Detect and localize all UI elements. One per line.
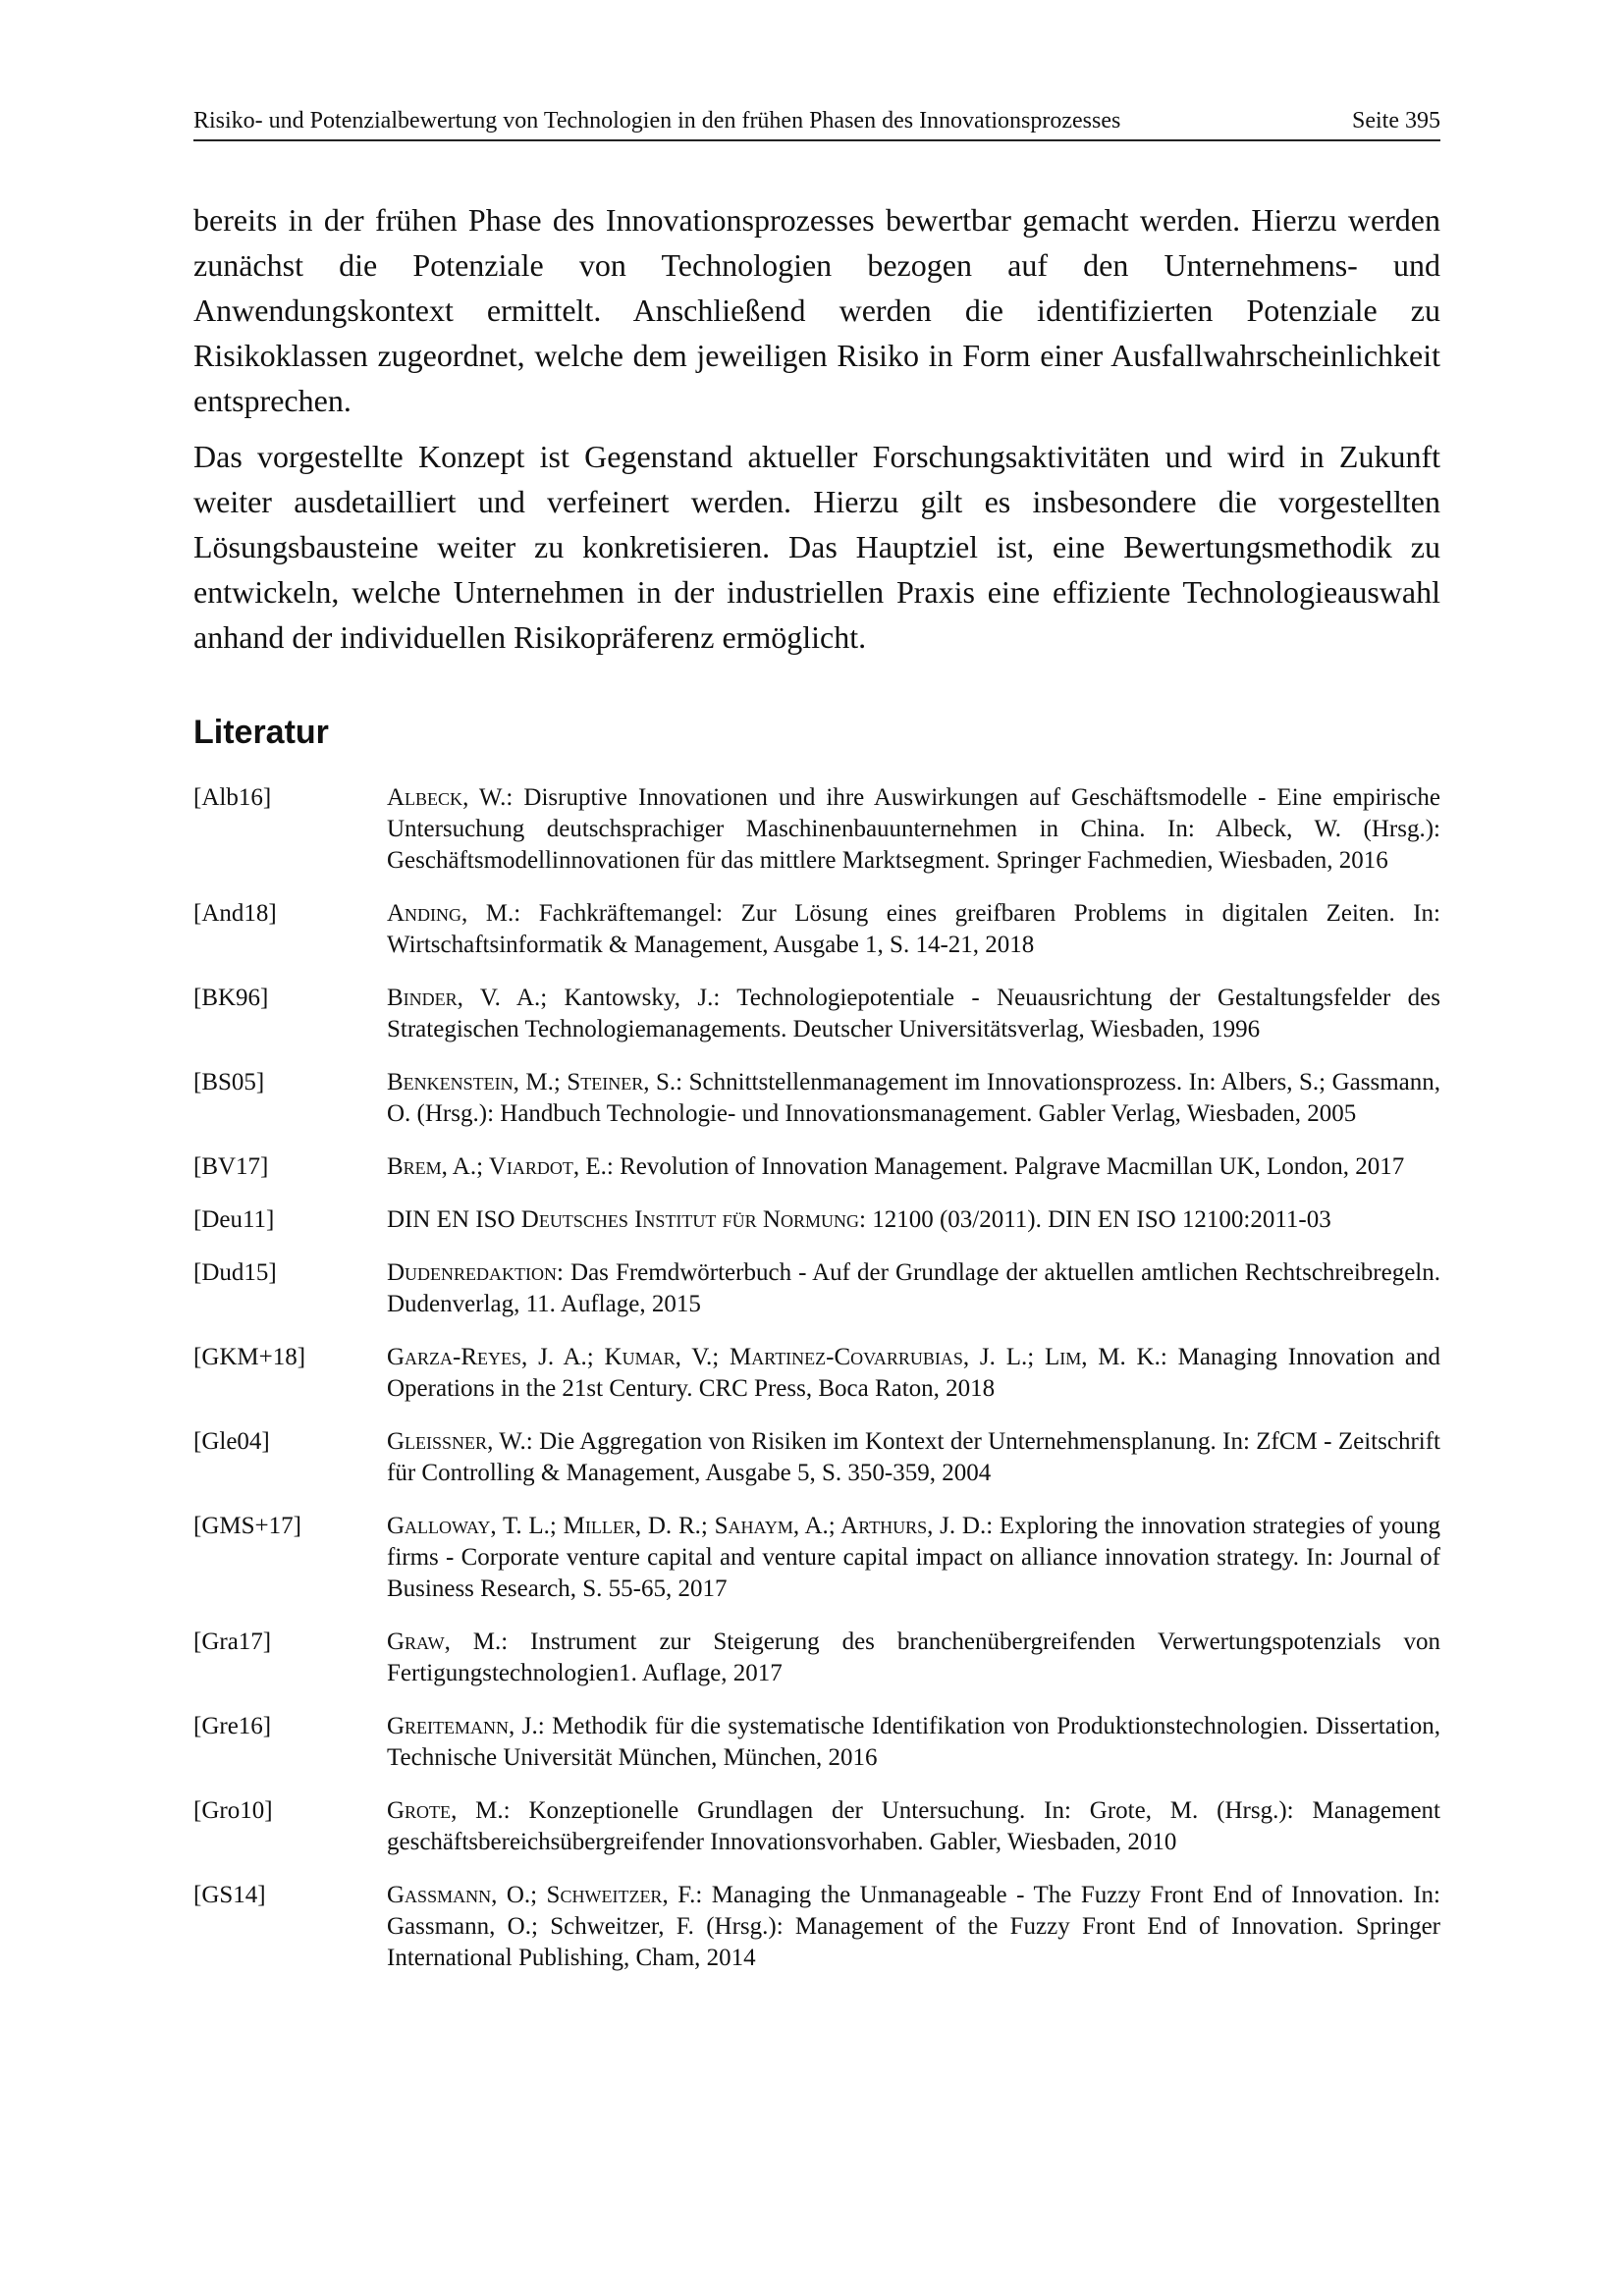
reference-item (193, 1204, 1440, 1236)
reference-item (193, 1151, 1440, 1183)
reference-key: [Alb16] (193, 784, 272, 811)
reference-key: [BS05] (193, 1069, 265, 1095)
reference-authors: Grote (387, 1797, 452, 1824)
header-title: Risiko- und Potenzialbewertung von Technologien in den frühen Phasen des Innovationsprozesses (193, 108, 1121, 133)
reference-authors: Brem, A.; Viardot (387, 1153, 573, 1180)
reference-body: , W.: Disruptive Innovationen und ihre Auswirkungen auf Geschäftsmodelle - Eine empirische Untersuchung deutschsprachiger Maschinenbauunternehmen in China. In: Albeck, W. (Hrsg.): Geschäftsmodellinnovationen für das mittlere Marktsegment. Springer Fachmedien, Wiesbaden, 2016 (387, 784, 1440, 874)
reference-text (387, 1067, 1440, 1130)
reference-item (193, 1711, 1440, 1774)
reference-key: [Gro10] (193, 1797, 273, 1824)
reference-text (387, 1880, 1440, 1974)
reference-authors: Benkenstein, M.; Steiner (387, 1069, 644, 1095)
reference-item (193, 1257, 1440, 1320)
section-title-literatur: Literatur (193, 714, 329, 751)
reference-body: : 12100 (03/2011). DIN EN ISO 12100:2011-03 (859, 1206, 1331, 1233)
reference-authors: DIN EN ISO Deutsches Institut für Normung (387, 1206, 859, 1233)
reference-item (193, 1795, 1440, 1858)
reference-text (387, 1711, 1440, 1774)
reference-body: : Das Fremdwörterbuch - Auf der Grundlage der aktuellen amtlichen Rechtschreibregeln. Dudenverlag, 11. Auflage, 2015 (387, 1259, 1440, 1317)
body-paragraph-2: Das vorgestellte Konzept ist Gegenstand aktueller Forschungsaktivitäten und wird in Zukunft weiter ausdetailliert und verfeinert werden. Hierzu gilt es insbesondere die vorgestellten Lösungsbausteine weiter zu konkretisieren. Das Hauptziel ist, eine Bewertungsmethodik zu entwickeln, welche Unternehmen in der industriellen Praxis eine effiziente Technologieauswahl anhand der individuellen Risikopräferenz ermöglicht. (193, 439, 1440, 655)
reference-authors: Gassmann, O.; Schweitzer (387, 1882, 663, 1908)
reference-text (387, 782, 1440, 877)
reference-item (193, 1627, 1440, 1689)
reference-text (387, 1204, 1440, 1236)
reference-key: [Gra17] (193, 1629, 272, 1655)
reference-authors: Graw (387, 1629, 445, 1655)
reference-text (387, 1627, 1440, 1689)
reference-authors: Albeck (387, 784, 463, 811)
reference-authors: Gleißner (387, 1428, 488, 1455)
reference-authors: Anding (387, 900, 462, 927)
reference-body: , E.: Revolution of Innovation Management. Palgrave Macmillan UK, London, 2017 (572, 1153, 1405, 1180)
reference-key: [GKM+18] (193, 1344, 306, 1370)
reference-text (387, 1426, 1440, 1489)
reference-item (193, 983, 1440, 1045)
reference-body: , V. A.; Kantowsky, J.: Technologiepotentiale - Neuausrichtung der Gestaltungsfelder des Strategischen Technologiemanagements. Deutscher Universitätsverlag, Wiesbaden, 1996 (387, 985, 1440, 1042)
reference-authors: Garza-Reyes, J. A.; Kumar, V.; Martinez-Covarrubias, J. L.; Lim (387, 1344, 1082, 1370)
reference-key: [GS14] (193, 1882, 266, 1908)
reference-text (387, 1511, 1440, 1605)
reference-body: , J. D.: Exploring the innovation strategies of young firms - Corporate venture capital and venture capital impact on alliance innovation strategy. In: Journal of Business Research, S. 55-65, 2017 (387, 1513, 1440, 1602)
reference-key: [Dud15] (193, 1259, 277, 1286)
reference-body: , M. K.: Managing Innovation and Operations in the 21st Century. CRC Press, Boca Raton, 2018 (387, 1344, 1440, 1402)
reference-body: , J.: Methodik für die systematische Identifikation von Produktionstechnologien. Dissertation, Technische Universität München, München, 2016 (387, 1713, 1440, 1771)
reference-key: [Gle04] (193, 1428, 270, 1455)
reference-item (193, 1426, 1440, 1489)
reference-authors: Galloway, T. L.; Miller, D. R.; Sahaym, A.; Arthurs (387, 1513, 928, 1539)
reference-body: , F.: Managing the Unmanageable - The Fuzzy Front End of Innovation. In: Gassmann, O.; Schweitzer, F. (Hrsg.): Management of the Fuzzy Front End of Innovation. Springer International Publishing, Cham, 2014 (387, 1882, 1440, 1971)
reference-text (387, 1342, 1440, 1405)
page-number: Seite 395 (1352, 108, 1440, 133)
reference-body: , S.: Schnittstellenmanagement im Innovationsprozess. In: Albers, S.; Gassmann, O. (Hrsg.): Handbuch Technologie- und Innovationsmanagement. Gabler Verlag, Wiesbaden, 2005 (387, 1069, 1440, 1127)
reference-body: , M.: Fachkräftemangel: Zur Lösung eines greifbaren Problems in digitalen Zeiten. In: Wirtschaftsinformatik & Management, Ausgabe 1, S. 14-21, 2018 (387, 900, 1440, 958)
reference-item (193, 1511, 1440, 1605)
reference-list (193, 782, 1440, 1996)
running-header (193, 106, 1440, 141)
reference-key: [Deu11] (193, 1206, 275, 1233)
reference-key: [BK96] (193, 985, 269, 1011)
reference-key: [Gre16] (193, 1713, 272, 1739)
body-paragraph-1: bereits in der frühen Phase des Innovationsprozesses bewertbar gemacht werden. Hierzu werden zunächst die Potenziale von Technologien bezogen auf den Unternehmens- und Anwendungskontext ermittelt. Anschließend werden die identifizierten Potenziale zu Risikoklassen zugeordnet, welche dem jeweiligen Risiko in Form einer Ausfallwahrscheinlichkeit entsprechen. (193, 202, 1440, 418)
reference-key: [BV17] (193, 1153, 269, 1180)
reference-key: [And18] (193, 900, 277, 927)
reference-item (193, 1067, 1440, 1130)
reference-item (193, 898, 1440, 961)
reference-authors: Dudenredaktion (387, 1259, 558, 1286)
reference-authors: Greitemann (387, 1713, 510, 1739)
reference-key: [GMS+17] (193, 1513, 301, 1539)
reference-body: , M.: Konzeptionelle Grundlagen der Untersuchung. In: Grote, M. (Hrsg.): Management geschäftsbereichsübergreifender Innovationsvorhaben. Gabler, Wiesbaden, 2010 (387, 1797, 1440, 1855)
reference-item (193, 1880, 1440, 1974)
reference-text (387, 898, 1440, 961)
reference-text (387, 1795, 1440, 1858)
reference-text (387, 1151, 1440, 1183)
reference-text (387, 983, 1440, 1045)
reference-item (193, 1342, 1440, 1405)
reference-authors: Binder (387, 985, 458, 1011)
reference-item (193, 782, 1440, 877)
reference-body: , M.: Instrument zur Steigerung des branchenübergreifenden Verwertungspotenzials von Fertigungstechnologien1. Auflage, 2017 (387, 1629, 1440, 1686)
reference-text (387, 1257, 1440, 1320)
reference-body: , W.: Die Aggregation von Risiken im Kontext der Unternehmensplanung. In: ZfCM - Zeitschrift für Controlling & Management, Ausgabe 5, S. 350-359, 2004 (387, 1428, 1440, 1486)
